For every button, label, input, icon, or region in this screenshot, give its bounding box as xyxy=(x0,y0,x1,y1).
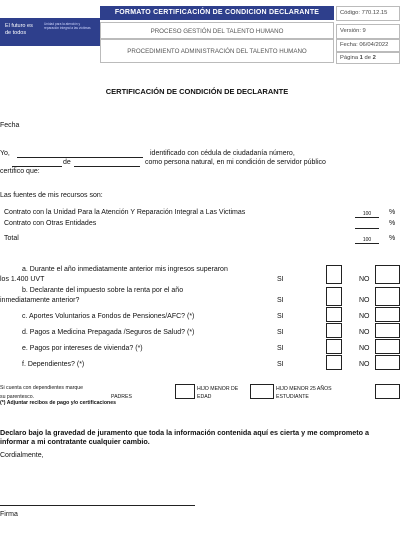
logo-main-text: El futuro es de todos xyxy=(5,23,33,36)
source-label: Contrato con la Unidad Para la Atención Y Reparación Integral a Las Victimas xyxy=(4,209,246,216)
signature-line[interactable] xyxy=(0,505,195,506)
version-label: Versión: 9 xyxy=(336,24,400,39)
date-field-label: Fecha xyxy=(0,122,20,129)
question-f-no-checkbox[interactable] xyxy=(375,355,400,370)
certify-text: certifico que: xyxy=(0,168,40,175)
sources-intro: Las fuentes de mis recursos son: xyxy=(0,192,103,199)
form-title: FORMATO CERTIFICACIÓN DE CONDICION DECLARANTE xyxy=(100,6,334,20)
yo-label: Yo, xyxy=(0,150,10,157)
dependents-note-line1: Si cuenta con dependientes marque xyxy=(0,385,84,391)
question-a-no-checkbox[interactable] xyxy=(375,265,400,284)
question-d: d. Pagos a Medicina Prepagada /Seguros de Salud? (*) xyxy=(22,329,195,336)
question-b-line2: inmediatamente anterior? xyxy=(0,297,80,304)
natural-person-text: como persona natural, en mi condición de servidor público xyxy=(145,159,326,166)
question-b-si-checkbox[interactable] xyxy=(326,287,342,306)
percent-sign: % xyxy=(389,220,396,227)
parents-checkbox[interactable] xyxy=(175,384,195,399)
si-label: SI xyxy=(277,276,284,283)
code-label: Código: 770.12.15 xyxy=(336,6,400,21)
question-e-no-checkbox[interactable] xyxy=(375,339,400,354)
student-child-checkbox[interactable] xyxy=(375,384,400,399)
no-label: NO xyxy=(359,297,370,304)
question-f-si-checkbox[interactable] xyxy=(326,355,342,370)
page-label: Página 1 de 2 xyxy=(336,52,400,64)
total-label: Total xyxy=(4,235,19,242)
attach-note: (*) Adjuntar recibos de pago y/o certificaciones xyxy=(0,400,116,406)
no-label: NO xyxy=(359,329,370,336)
minor-child-label: HIJO MENOR DE EDAD xyxy=(197,386,239,400)
no-label: NO xyxy=(359,313,370,320)
oath-statement: Declaro bajo la gravedad de juramento que toda la información contenida aquí es cierta y me comprometo a informar a mi contratante cualquier cambio. xyxy=(0,428,370,446)
question-b-no-checkbox[interactable] xyxy=(375,287,400,306)
institution-logo xyxy=(0,18,100,46)
si-label: SI xyxy=(277,345,284,352)
si-label: SI xyxy=(277,297,284,304)
document-title: CERTIFICACIÓN DE CONDICIÓN DE DECLARANTE xyxy=(105,87,289,96)
no-label: NO xyxy=(359,345,370,352)
question-e-si-checkbox[interactable] xyxy=(326,339,342,354)
percent-sign: % xyxy=(389,209,396,216)
source-value: 100 xyxy=(362,211,372,217)
question-b-line1: b. Declarante del impuesto sobre la renta por el año xyxy=(22,287,184,294)
question-c-no-checkbox[interactable] xyxy=(375,307,400,322)
total-value: 100 xyxy=(362,237,372,243)
no-label: NO xyxy=(359,361,370,368)
source-value-line[interactable] xyxy=(355,228,379,229)
name-line[interactable] xyxy=(17,157,143,158)
question-d-no-checkbox[interactable] xyxy=(375,323,400,338)
percent-sign: % xyxy=(389,235,396,242)
no-label: NO xyxy=(359,276,370,283)
source-value-line[interactable] xyxy=(355,217,379,218)
si-label: SI xyxy=(277,361,284,368)
source-label: Contrato con Otras Entidades xyxy=(4,220,97,227)
date-label: Fecha: 06/04/2022 xyxy=(336,39,400,52)
si-label: SI xyxy=(277,313,284,320)
id-city-line[interactable] xyxy=(74,166,140,167)
closing-text: Cordialmente, xyxy=(0,452,44,459)
identified-text: identificado con cédula de ciudadanía número, xyxy=(150,150,295,157)
question-a-line1: a. Durante el año inmediatamente anterior mis ingresos superaron xyxy=(22,266,228,273)
student-child-label: HIJO MENOR 25 AÑOS ESTUDIANTE xyxy=(276,386,332,400)
si-label: SI xyxy=(277,329,284,336)
question-a-line2: los 1.400 UVT xyxy=(0,276,45,283)
question-c: c. Aportes Voluntarios a Fondos de Pensiones/AFC? (*) xyxy=(22,313,195,320)
procedure-label: PROCEDIMIENTO ADMINISTRACIÓN DEL TALENTO HUMANO xyxy=(100,39,334,63)
total-value-line[interactable] xyxy=(355,243,379,244)
question-f: f. Dependientes? (*) xyxy=(22,361,85,368)
dependents-note-line2: su parentesco. xyxy=(0,394,35,400)
logo-sub-text: Unidad para la atención y reparación integral a las víctimas xyxy=(44,22,91,30)
question-c-si-checkbox[interactable] xyxy=(326,307,342,322)
question-d-si-checkbox[interactable] xyxy=(326,323,342,338)
de-label: de xyxy=(63,159,71,166)
process-label: PROCESO GESTIÓN DEL TALENTO HUMANO xyxy=(100,22,334,39)
question-e: e. Pagos por intereses de vivienda? (*) xyxy=(22,345,143,352)
signature-label: Firma xyxy=(0,511,18,518)
question-a-si-checkbox[interactable] xyxy=(326,265,342,284)
parents-label: PADRES xyxy=(111,394,132,400)
minor-child-checkbox[interactable] xyxy=(250,384,274,399)
